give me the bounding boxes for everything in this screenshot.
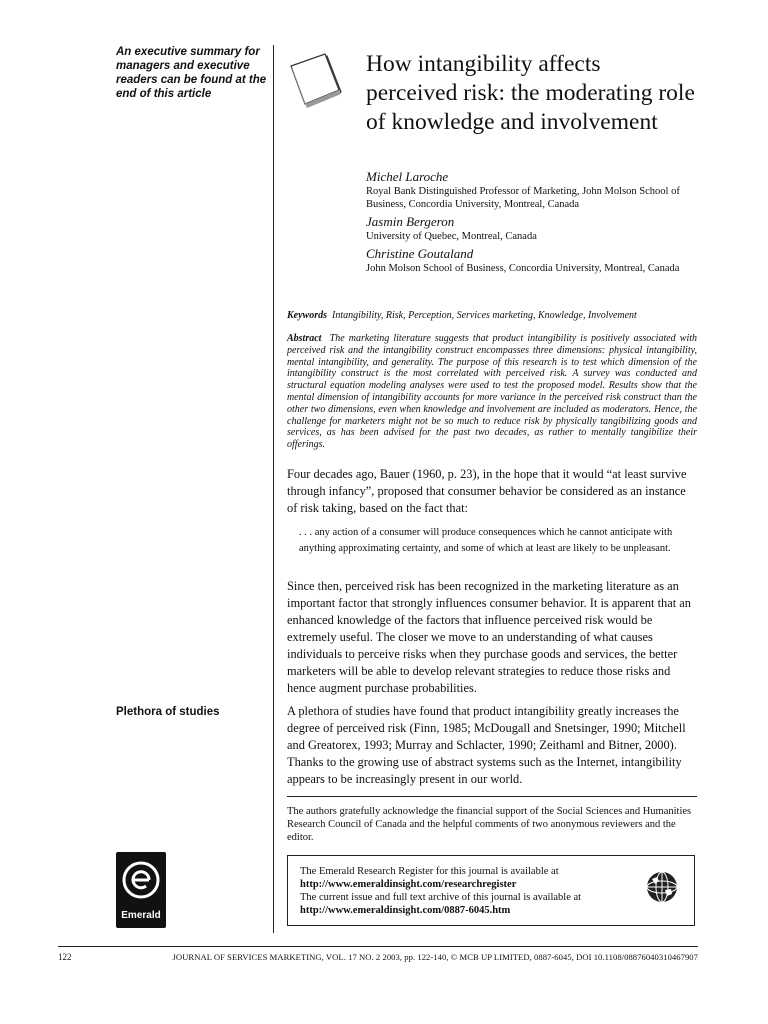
author-block [366, 214, 696, 243]
abstract [287, 333, 697, 451]
archive-text: The current issue and full text archive of this journal is available at [300, 892, 582, 903]
author-name: Michel Laroche [366, 169, 449, 184]
page-number: 122 [58, 952, 72, 962]
margin-heading: Plethora of studies [116, 706, 220, 718]
block-quote: . . . any action of a consumer will produce consequences which he cannot anticipate with anything approximating certainty, and some of which at least are likely to be unpleasant. [299, 527, 673, 554]
emerald-logo-text: Emerald [121, 910, 161, 921]
author-name: Jasmin Bergeron [366, 214, 455, 229]
acknowledgement: The authors gratefully acknowledge the financial support of the Social Sciences and Humanities Research Council of Canada and the helpful comments of two anonymous reviewers and the editor. [287, 806, 692, 843]
author-affiliation: John Molson School of Business, Concordia University, Montreal, Canada [366, 263, 680, 274]
article-title: How intangibility affects perceived risk: the moderating role of knowledge and involvement [366, 51, 695, 135]
author-name: Christine Goutaland [366, 246, 474, 261]
emerald-mark-icon [121, 858, 161, 902]
research-register-box [287, 855, 695, 926]
executive-summary-note: An executive summary for managers and executive readers can be found at the end of this article [116, 46, 267, 100]
body-paragraph: Four decades ago, Bauer (1960, p. 23), in the hope that it would “at least survive through infancy”, proposed that consumer behavior be considered as an instance of risk taking, based on the fact that: [287, 467, 687, 515]
author-affiliation: Royal Bank Distinguished Professor of Marketing, John Molson School of Business, Concordia University, Montreal, Canada [366, 186, 680, 210]
keywords-text: Intangibility, Risk, Perception, Services marketing, Knowledge, Involvement [332, 310, 637, 321]
journal-citation: JOURNAL OF SERVICES MARKETING, VOL. 17 NO. 2 2003, pp. 122-140, © MCB UP LIMITED, 0887-6045, DOI 10.1108/08876040310467907 [172, 952, 698, 962]
body-paragraph: Since then, perceived risk has been recognized in the marketing literature as an important factor that strongly influences consumer behavior. It is apparent that an enhanced knowledge of the factors that influence perceived risk would be extremely useful. The closer we move to an understanding of what causes individuals to perceive risks when they purchase goods and services, the better marketers will be able to develop relevant strategies to reduce those risks and hence augment purchase probabilities. [287, 579, 691, 695]
footer-divider [58, 946, 698, 947]
document-stack-icon [287, 50, 349, 112]
register-text: The Emerald Research Register for this journal is available at [300, 866, 559, 877]
emerald-logo [116, 852, 166, 928]
author-affiliation: University of Quebec, Montreal, Canada [366, 231, 537, 242]
author-block [366, 169, 696, 211]
abstract-label: Abstract [287, 333, 322, 344]
research-register-link[interactable]: http://www.emeraldinsight.com/researchregister [300, 879, 517, 890]
keywords [287, 310, 697, 322]
keywords-label: Keywords [287, 310, 327, 321]
acknowledgement-divider [287, 796, 697, 797]
body-paragraph: A plethora of studies have found that product intangibility greatly increases the degree of perceived risk (Finn, 1985; McDougall and Snetsinger, 1990; Mitchell and Greatorex, 1993; Murray and Schlacter, 1990; Zeithaml and Bitner, 2000). Thanks to the growing use of abstract systems such as the Internet, intangibility appears to be increasingly present in our world. [287, 704, 686, 786]
abstract-text: The marketing literature suggests that product intangibility is positively associated with perceived risk and the intangibility construct encompasses three dimensions: physical intangibility, mental intangibility, and generality. The purpose of this research is to test which dimension of the intangibility construct is the most correlated with perceived risk. A survey was conducted and structural equation modeling analyses were used to test the proposed model. Results show that the mental dimension of intangibility accounts for more variance in the perceived risk construct than the other two dimensions, even when knowledge and involvement are included as moderators. Hence, the challenge for marketers might not be so much to reduce risk by physically tangibilizing goods and services, as has been advised for the past two decades, as rather to mentally tangibilize their offerings. [287, 333, 697, 451]
journal-archive-link[interactable]: http://www.emeraldinsight.com/0887-6045.htm [300, 905, 511, 916]
column-divider [273, 45, 274, 933]
globe-icon [645, 870, 679, 904]
author-block [366, 246, 696, 275]
